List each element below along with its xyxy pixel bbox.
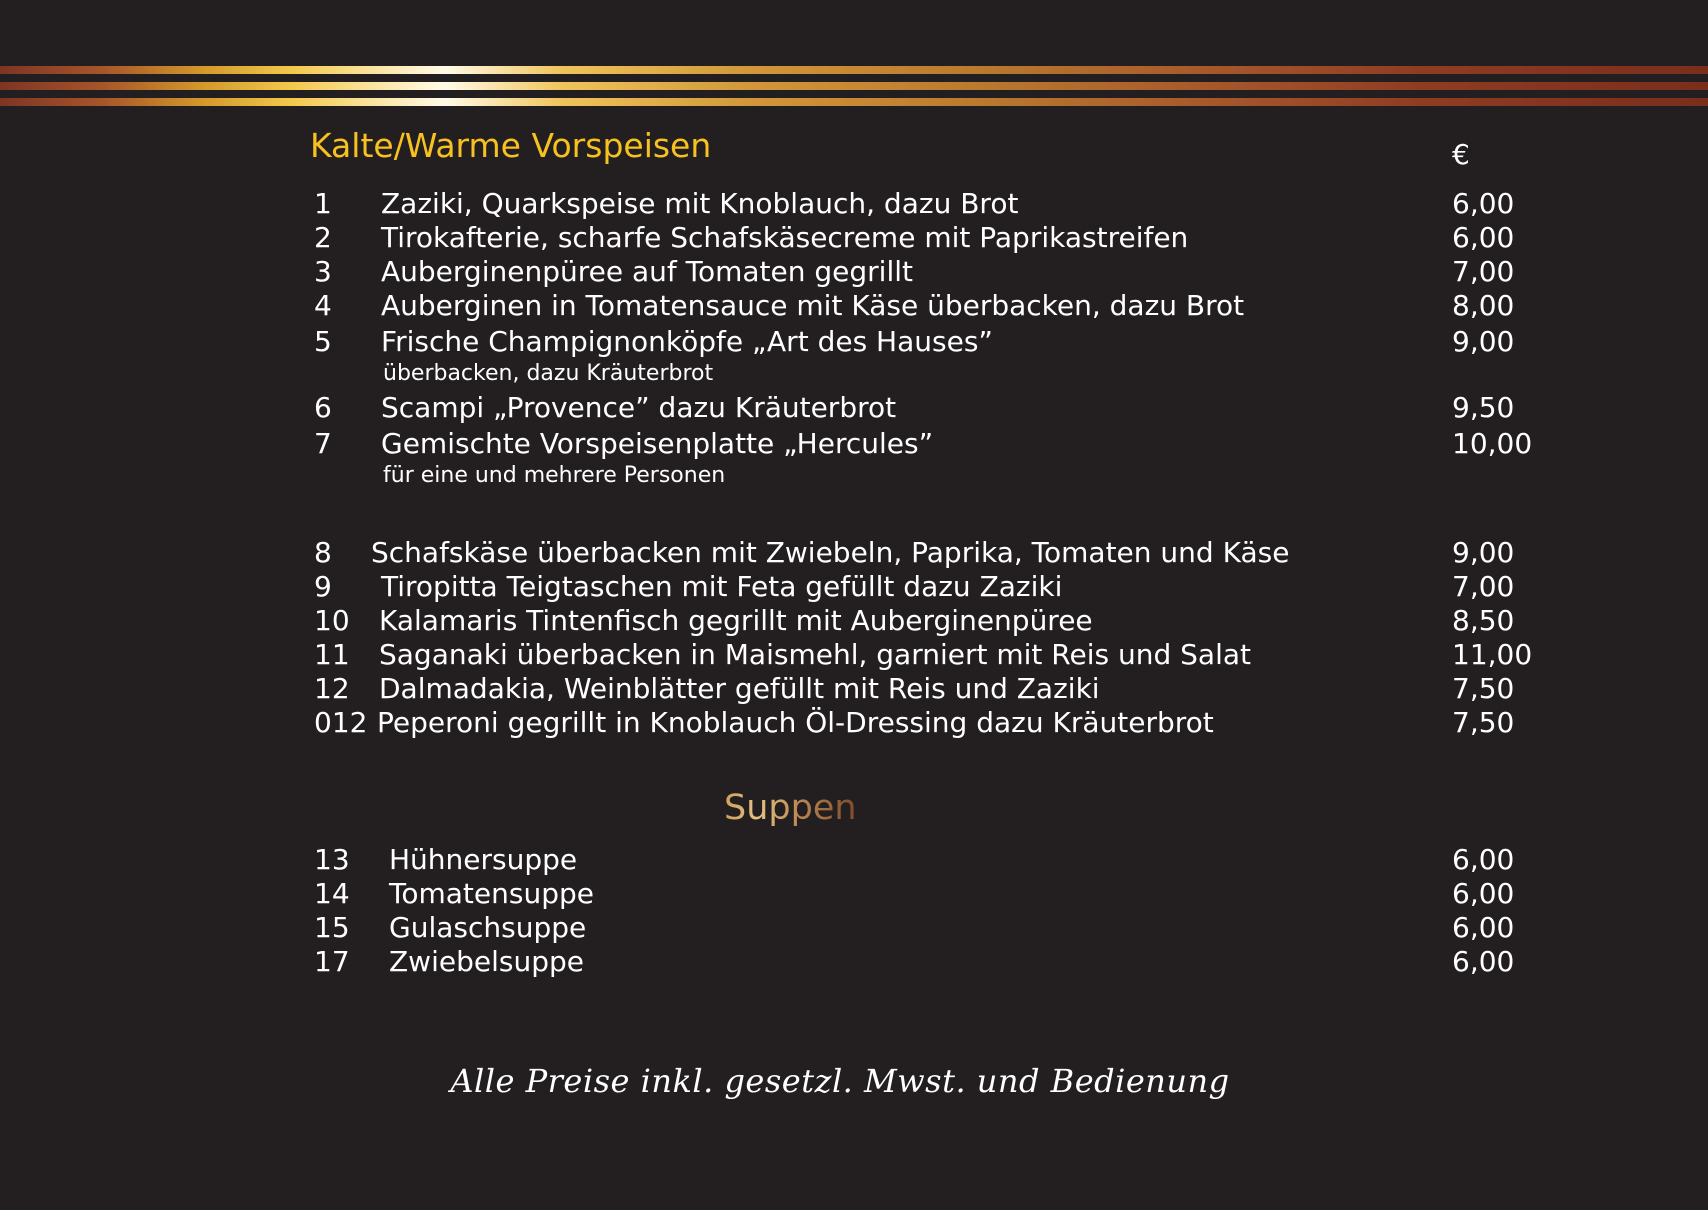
item-number: 2 <box>314 221 332 254</box>
item-number: 3 <box>314 255 332 288</box>
item-description: für eine und mehrere Personen <box>383 463 726 488</box>
item-name: Hühnersuppe <box>389 843 578 876</box>
menu-item <box>0 187 1708 221</box>
item-name: Tomatensuppe <box>389 877 594 910</box>
item-price: 7,50 <box>1452 672 1515 705</box>
item-price: 9,50 <box>1452 391 1515 424</box>
stripe-top <box>0 66 1708 74</box>
item-number: 15 <box>314 911 350 944</box>
item-number: 11 <box>314 638 350 671</box>
item-price: 11,00 <box>1452 638 1533 671</box>
item-name: Peperoni gegrillt in Knoblauch Öl-Dressing dazu Kräuterbrot <box>377 706 1214 739</box>
item-name: Gulaschsuppe <box>389 911 587 944</box>
item-name: Saganaki überbacken in Maismehl, garniert mit Reis und Salat <box>379 638 1252 671</box>
footer-note <box>0 1062 1708 1100</box>
item-name: Dalmadakia, Weinblätter gefüllt mit Reis und Zaziki <box>379 672 1100 705</box>
item-price: 6,00 <box>1452 945 1515 978</box>
stripe-bottom <box>0 98 1708 106</box>
item-number: 9 <box>314 570 332 603</box>
menu-item <box>0 255 1708 289</box>
item-name: Schafskäse überbacken mit Zwiebeln, Paprika, Tomaten und Käse <box>371 536 1290 569</box>
item-number: 10 <box>314 604 350 637</box>
decorative-gold-stripes <box>0 66 1708 116</box>
item-price: 6,00 <box>1452 187 1515 220</box>
item-name: Tiropitta Teigtaschen mit Feta gefüllt dazu Zaziki <box>381 570 1063 603</box>
item-name: Tirokafterie, scharfe Schafskäsecreme mit Paprikastreifen <box>381 221 1189 254</box>
item-number: 5 <box>314 325 332 358</box>
item-price: 6,00 <box>1452 221 1515 254</box>
item-price: 8,50 <box>1452 604 1515 637</box>
item-price: 10,00 <box>1452 427 1533 460</box>
item-number: 7 <box>314 427 332 460</box>
item-name: Gemischte Vorspeisenplatte „Hercules” <box>381 427 934 460</box>
menu-item <box>0 877 1708 911</box>
item-price: 6,00 <box>1452 911 1515 944</box>
footer-text: Alle Preise inkl. gesetzl. Mwst. und Bedienung <box>450 1062 1230 1100</box>
menu-item <box>0 604 1708 638</box>
currency-symbol: € <box>1452 138 1470 171</box>
item-number: 12 <box>314 672 350 705</box>
item-name: Frische Champignonköpfe „Art des Hauses” <box>381 325 993 358</box>
item-price: 7,00 <box>1452 570 1515 603</box>
item-name: Zaziki, Quarkspeise mit Knoblauch, dazu Brot <box>381 187 1019 220</box>
item-price: 6,00 <box>1452 843 1515 876</box>
menu-item <box>0 911 1708 945</box>
menu-item <box>0 570 1708 604</box>
item-price: 6,00 <box>1452 877 1515 910</box>
item-number: 14 <box>314 877 350 910</box>
menu-item <box>0 945 1708 979</box>
stripe-middle <box>0 82 1708 90</box>
menu-item <box>0 289 1708 323</box>
menu-item <box>0 843 1708 877</box>
item-name: Zwiebelsuppe <box>389 945 584 978</box>
item-name: Kalamaris Tintenfisch gegrillt mit Auberginenpüree <box>379 604 1093 637</box>
item-number: 012 <box>314 706 368 739</box>
item-number: 6 <box>314 391 332 424</box>
item-description: überbacken, dazu Kräuterbrot <box>383 361 714 386</box>
item-price: 8,00 <box>1452 289 1515 322</box>
menu-item <box>0 536 1708 570</box>
menu-item <box>0 325 1708 359</box>
menu-item <box>0 391 1708 425</box>
item-price: 9,00 <box>1452 325 1515 358</box>
menu-item <box>0 672 1708 706</box>
section-title-starters: Kalte/Warme Vorspeisen <box>310 126 712 165</box>
item-name: Auberginenpüree auf Tomaten gegrillt <box>381 255 913 288</box>
menu-item <box>0 221 1708 255</box>
menu-item <box>0 638 1708 672</box>
item-price: 9,00 <box>1452 536 1515 569</box>
menu-item <box>0 706 1708 740</box>
item-number: 1 <box>314 187 332 220</box>
section-title-soups: Suppen <box>724 788 857 828</box>
item-number: 13 <box>314 843 350 876</box>
item-number: 4 <box>314 289 332 322</box>
item-price: 7,00 <box>1452 255 1515 288</box>
item-name: Auberginen in Tomatensauce mit Käse überbacken, dazu Brot <box>381 289 1245 322</box>
menu-item <box>0 427 1708 461</box>
item-price: 7,50 <box>1452 706 1515 739</box>
item-number: 8 <box>314 536 332 569</box>
item-name: Scampi „Provence” dazu Kräuterbrot <box>381 391 897 424</box>
item-number: 17 <box>314 945 350 978</box>
